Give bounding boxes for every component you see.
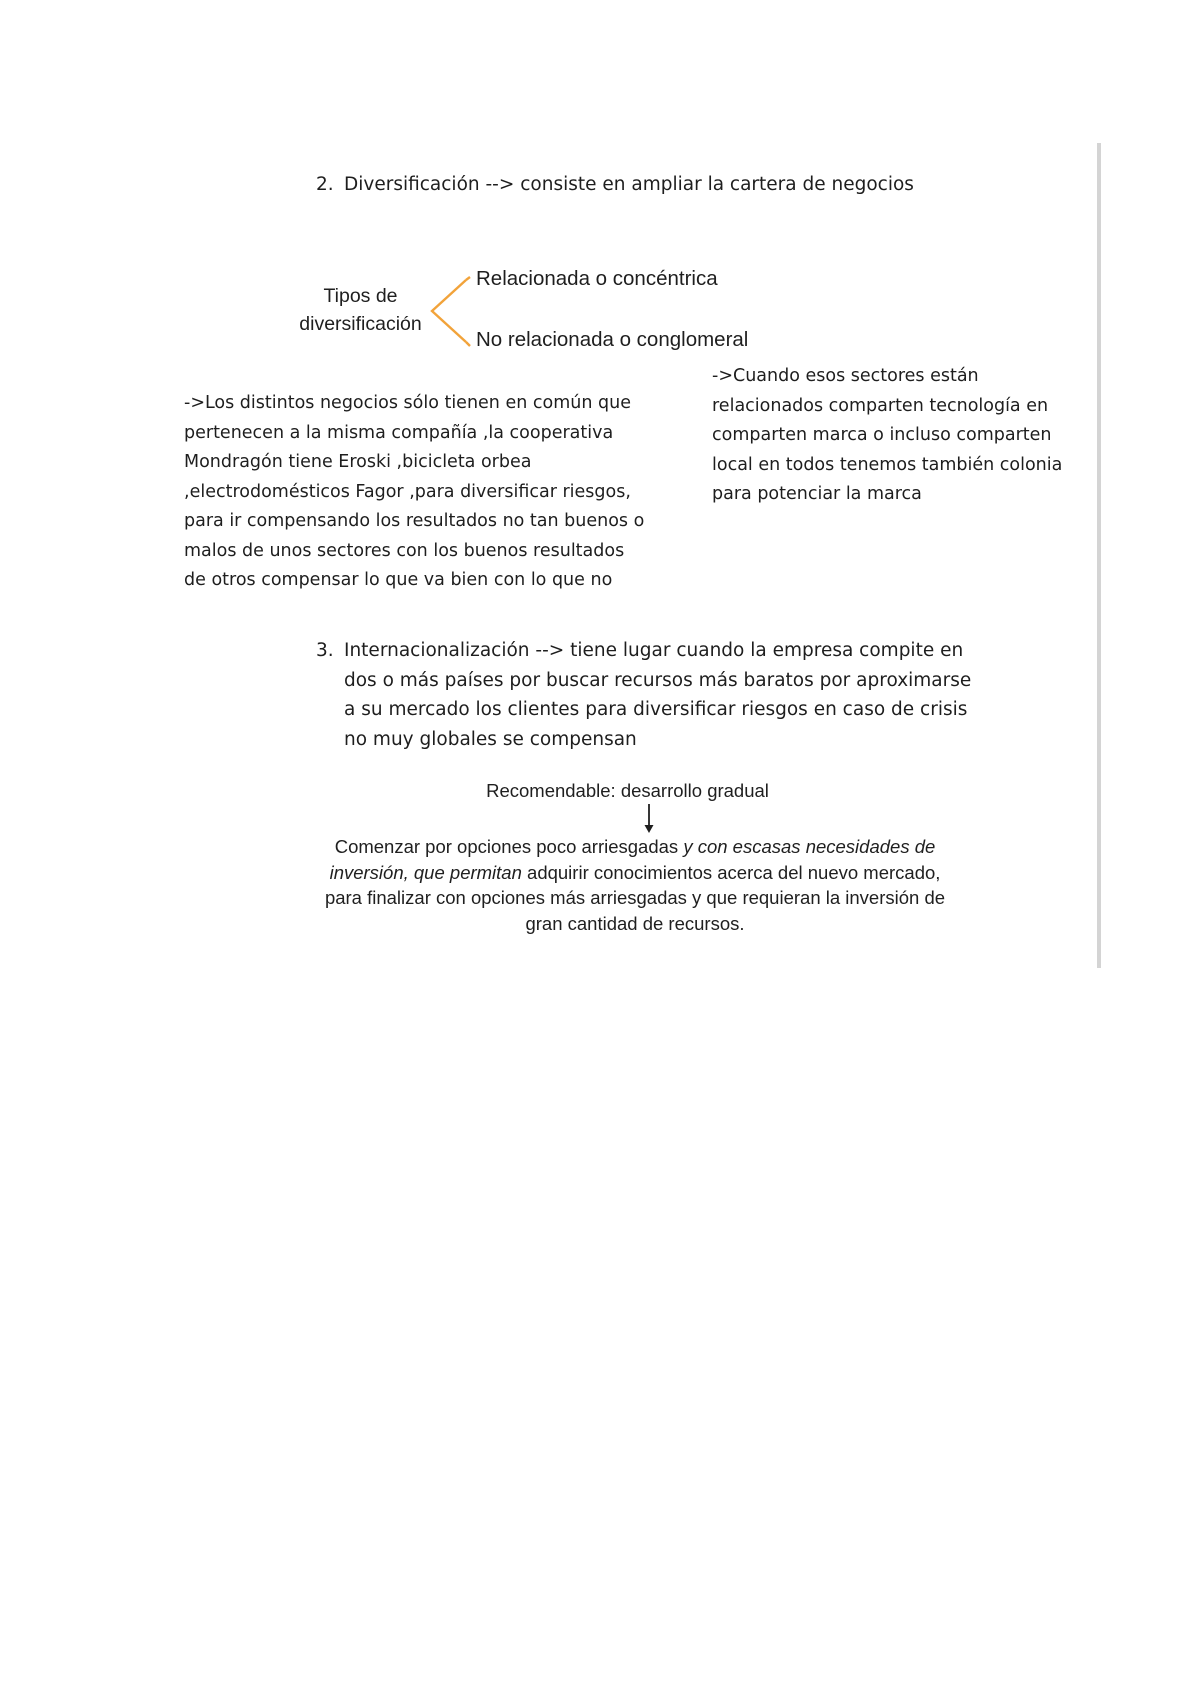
section-3-number: 3. bbox=[316, 640, 334, 661]
recommendation-text-italic: y con escasas necesidades de inversión, que permitan bbox=[329, 836, 936, 883]
recommendation-text-part-3: adquirir conocimientos acerca del nuevo mercado, para finalizar con opciones más arriesgadas y que requieran la inversión de gran cantidad de recursos. bbox=[324, 861, 946, 934]
note-right-line: para potenciar la marca bbox=[712, 484, 922, 504]
recommendation-label: Recomendable: desarrollo gradual bbox=[486, 780, 769, 801]
page-margin-rule bbox=[1097, 143, 1101, 968]
diagram-title bbox=[278, 282, 443, 338]
note-left-line: malos de unos sectores con los buenos resultados bbox=[184, 540, 625, 561]
note-left-line: ->Los distintos negocios sólo tienen en común que bbox=[184, 393, 631, 413]
section-3-line: dos o más países por buscar recursos más baratos por aproximarse bbox=[344, 669, 972, 691]
section-2-number: 2. bbox=[316, 174, 334, 195]
section-3-line: no muy globales se compensan bbox=[344, 728, 637, 750]
branch-bracket-icon bbox=[428, 276, 474, 348]
diagram-title-line-2: diversificación bbox=[299, 313, 422, 335]
section-3-text bbox=[344, 636, 971, 754]
section-3-line: a su mercado los clientes para diversificar riesgos en caso de crisis bbox=[344, 699, 968, 720]
section-3-line: Internacionalización --> tiene lugar cuando la empresa compite en bbox=[344, 640, 964, 661]
note-left-line: Mondragón tiene Eroski ,bicicleta orbea bbox=[184, 452, 532, 472]
note-left-line: para ir compensando los resultados no tan buenos o bbox=[184, 511, 645, 531]
recommendation-text-part-1: Comenzar por opciones poco arriesgadas bbox=[334, 836, 679, 857]
arrow-down-icon bbox=[643, 804, 655, 834]
section-2-text: Diversificación --> consiste en ampliar la cartera de negocios bbox=[344, 174, 914, 195]
note-related-diversification bbox=[712, 362, 1062, 510]
note-left-line: pertenecen a la misma compañía ,la cooperativa bbox=[184, 422, 614, 443]
recommendation-paragraph bbox=[320, 834, 950, 936]
note-right-line: local en todos tenemos también colonia bbox=[712, 454, 1063, 475]
note-left-line: ,electrodomésticos Fagor ,para diversificar riesgos, bbox=[184, 481, 631, 502]
note-unrelated-diversification bbox=[184, 389, 644, 596]
diagram-branch-related: Relacionada o concéntrica bbox=[476, 267, 718, 290]
note-right-line: ->Cuando esos sectores están bbox=[712, 366, 979, 386]
note-right-line: comparten marca o incluso comparten bbox=[712, 425, 1052, 445]
note-left-line: de otros compensar lo que va bien con lo que no bbox=[184, 570, 613, 590]
diagram-title-line-1: Tipos de bbox=[323, 285, 398, 307]
diagram-branch-unrelated: No relacionada o conglomeral bbox=[476, 328, 749, 351]
note-right-line: relacionados comparten tecnología en bbox=[712, 395, 1049, 416]
